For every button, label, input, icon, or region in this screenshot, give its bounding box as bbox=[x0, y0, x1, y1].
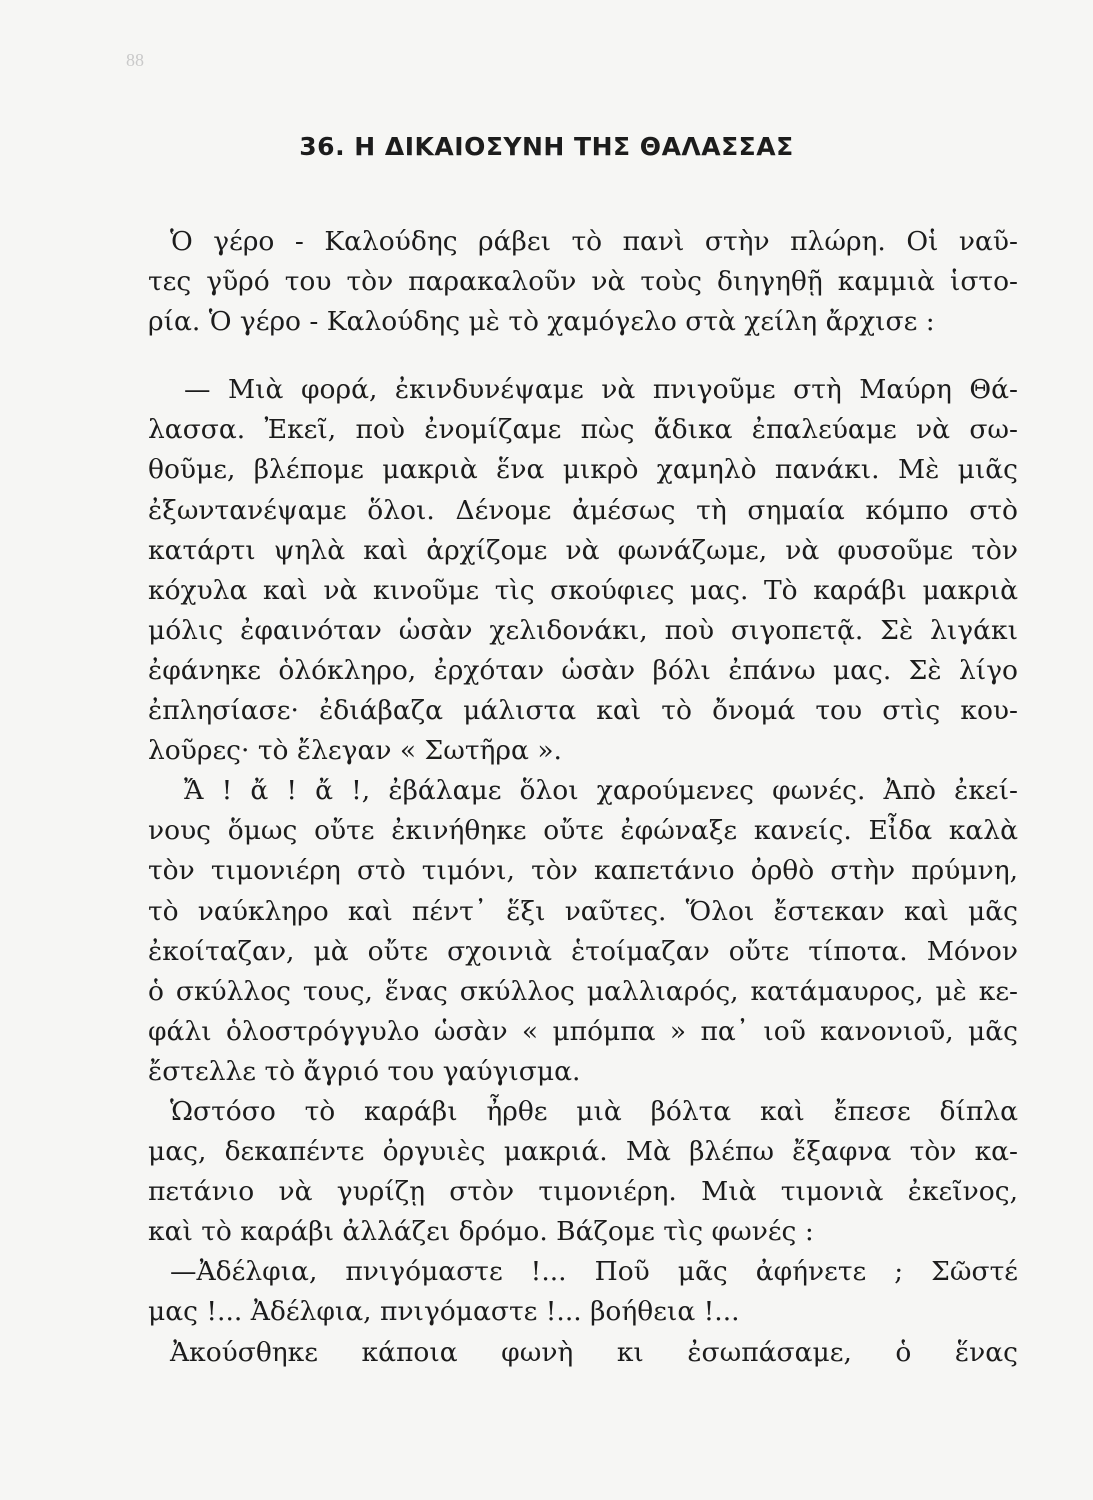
text-line: Ἀκούσθηκε κάποια φωνὴ κι ἐσωπάσαμε, ὁ ἕνας bbox=[170, 1336, 1018, 1368]
text-line: τὸ ναύκληρο καὶ πέντ᾽ ἕξι ναῦτες. Ὅλοι ἔστεκαν καὶ μᾶς bbox=[148, 895, 1018, 927]
text-line: Ἄ ! ἄ ! ἄ !, ἐβάλαμε ὅλοι χαρούμενες φωνές. Ἀπὸ ἐκεί- bbox=[184, 775, 1018, 807]
text-line: ἐπλησίασε· ἐδιάβαζα μάλιστα καὶ τὸ ὄνομά του στὶς κου- bbox=[148, 695, 1018, 727]
text-line: μας !... Ἀδέλφια, πνιγόμαστε !... βοήθεια !... bbox=[148, 1296, 740, 1328]
text-line: Ὡστόσο τὸ καράβι ἦρθε μιὰ βόλτα καὶ ἔπεσε δίπλα bbox=[170, 1095, 1018, 1127]
text-line: καὶ τὸ καράβι ἀλλάζει δρόμο. Βάζομε τὶς φωνές : bbox=[148, 1216, 814, 1248]
text-line: ἐξωντανέψαμε ὅλοι. Δένομε ἀμέσως τὴ σημαία κόμπο στὸ bbox=[148, 494, 1018, 526]
text-line: πετάνιο νὰ γυρίζῃ στὸν τιμονιέρη. Μιὰ τιμονιὰ ἐκεῖνος, bbox=[148, 1176, 1018, 1208]
chapter-title: 36. Η ΔΙΚΑΙΟΣΥΝΗ ΤΗΣ ΘΑΛΑΣΣΑΣ bbox=[299, 132, 794, 161]
text-line: νους ὅμως οὔτε ἐκινήθηκε οὔτε ἐφώναξε κανείς. Εἶδα καλὰ bbox=[148, 815, 1018, 847]
text-line: φάλι ὁλοστρόγγυλο ὡσὰν « μπόμπα » πα᾽ ιοῦ κανονιοῦ, μᾶς bbox=[148, 1015, 1018, 1047]
text-line: Ὁ γέρο - Καλούδης ράβει τὸ πανὶ στὴν πλώρη. Οἱ ναῦ- bbox=[170, 226, 1018, 257]
text-line: θοῦμε, βλέπομε μακριὰ ἕνα μικρὸ χαμηλὸ πανάκι. Μὲ μιᾶς bbox=[148, 454, 1018, 486]
text-line: μας, δεκαπέντε ὀργυιὲς μακριά. Μὰ βλέπω ἔξαφνα τὸν κα- bbox=[148, 1136, 1018, 1168]
text-line: λασσα. Ἐκεῖ, ποὺ ἐνομίζαμε πὼς ἄδικα ἐπαλεύαμε νὰ σω- bbox=[148, 414, 1018, 446]
text-line: λοῦρες· τὸ ἔλεγαν « Σωτῆρα ». bbox=[148, 735, 562, 767]
text-line: τες γῦρό του τὸν παρακαλοῦν νὰ τοὺς διηγηθῇ καμμιὰ ἱστο- bbox=[148, 266, 1018, 298]
text-line: — Μιὰ φορά, ἐκινδυνέψαμε νὰ πνιγοῦμε στὴ Μαύρη Θά- bbox=[184, 374, 1018, 406]
text-line: ὁ σκύλλος τους, ἕνας σκύλλος μαλλιαρός, κατάμαυρος, μὲ κε- bbox=[148, 975, 1018, 1007]
text-line: τὸν τιμονιέρη στὸ τιμόνι, τὸν καπετάνιο ὀρθὸ στὴν πρύμνη, bbox=[148, 855, 1018, 887]
text-line: ἐκοίταζαν, μὰ οὔτε σχοινιὰ ἑτοίμαζαν οὔτε τίποτα. Μόνον bbox=[148, 935, 1018, 967]
text-line: κόχυλα καὶ νὰ κινοῦμε τὶς σκούφιες μας. Τὸ καράβι μακριὰ bbox=[148, 574, 1018, 606]
text-line: κατάρτι ψηλὰ καὶ ἀρχίζομε νὰ φωνάζωμε, νὰ φυσοῦμε τὸν bbox=[148, 534, 1018, 566]
page-number: 88 bbox=[126, 50, 144, 70]
body-text bbox=[148, 222, 1018, 1373]
text-line: —Ἀδέλφια, πνιγόμαστε !... Ποῦ μᾶς ἀφήνετε ; Σῶστέ bbox=[170, 1256, 1018, 1288]
text-line: ἔστελλε τὸ ἄγριό του γαύγισμα. bbox=[148, 1055, 581, 1087]
text-line: ρία. Ὁ γέρο - Καλούδης μὲ τὸ χαμόγελο στὰ χείλη ἄρχισε : bbox=[148, 306, 935, 338]
text-line: μόλις ἐφαινόταν ὡσὰν χελιδονάκι, ποὺ σιγοπετᾷ. Σὲ λιγάκι bbox=[148, 614, 1018, 646]
text-line: ἐφάνηκε ὁλόκληρο, ἐρχόταν ὡσὰν βόλι ἐπάνω μας. Σὲ λίγο bbox=[148, 654, 1018, 686]
